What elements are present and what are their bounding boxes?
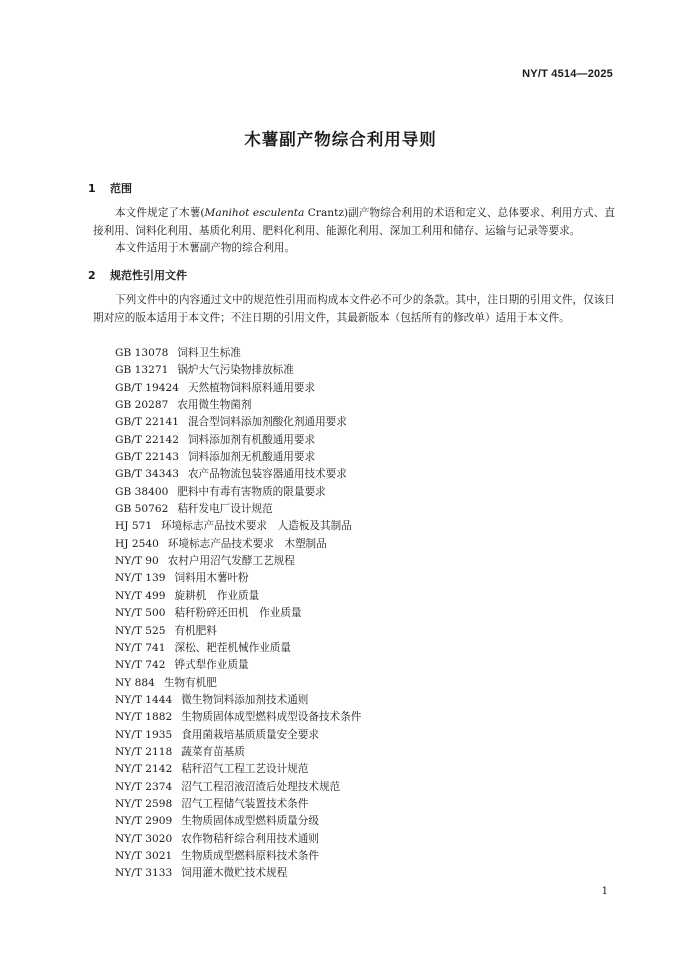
reference-title: 深松、耙茬机械作业质量 [174,641,292,654]
reference-code: NY/T 139 [115,572,166,585]
reference-code: NY/T 2142 [115,763,173,776]
reference-item [115,588,361,605]
reference-title: 生物质固体成型燃料质量分级 [181,815,319,828]
reference-item [115,345,361,362]
reference-code: NY/T 741 [115,641,166,654]
reference-title: 秸秆沼气工程工艺设计规范 [181,763,309,776]
document-title: 木薯副产物综合利用导则 [244,130,437,149]
reference-item [115,692,361,709]
reference-item [115,414,361,431]
reference-item [115,397,361,414]
reference-item [115,848,361,865]
reference-code: NY/T 90 [115,555,159,568]
reference-title: 农村户用沼气发酵工艺规程 [167,555,295,568]
reference-item [115,813,361,830]
reference-title: 秸秆发电厂设计规范 [177,503,273,516]
reference-code: NY/T 500 [115,607,166,620]
reference-title: 饲料添加剂无机酸通用要求 [187,451,316,464]
reference-title: 沼气工程沼液沼渣后处理技术规范 [181,780,341,793]
reference-title: 饲料用木薯叶粉 [174,572,249,585]
reference-item [115,380,361,397]
reference-title: 农用微生物菌剂 [177,399,252,412]
reference-code: GB/T 19424 [115,381,179,394]
section-2-number: 2 [88,269,96,282]
reference-code: NY/T 3020 [115,832,173,845]
reference-code: GB 38400 [115,485,169,498]
section-2-title: 规范性引用文件 [110,269,187,282]
reference-title: 有机肥料 [174,624,217,637]
reference-item [115,466,361,483]
reference-code: HJ 2540 [115,537,159,550]
reference-title: 饲料添加剂有机酸通用要求 [187,433,316,446]
reference-code: GB/T 34343 [115,468,179,481]
reference-title: 蔬菜育苗基质 [181,745,245,758]
reference-code: GB 50762 [115,503,169,516]
reference-title: 微生物饲料添加剂技术通则 [181,693,309,706]
reference-title: 生物质成型燃料原料技术条件 [181,849,319,862]
reference-code: GB 20287 [115,399,169,412]
reference-code: GB 13271 [115,364,169,377]
reference-item [115,623,361,640]
reference-item [115,831,361,848]
reference-code: NY/T 525 [115,624,166,637]
reference-code: NY/T 742 [115,659,166,672]
section-2-heading [88,267,187,283]
scope-latin-name: Manihot esculenta [204,207,305,219]
reference-code: NY/T 2909 [115,815,173,828]
reference-item [115,796,361,813]
section-1-heading [88,180,132,196]
reference-code: NY/T 2374 [115,780,173,793]
reference-code: NY/T 3021 [115,849,173,862]
reference-item [115,570,361,587]
reference-code: NY/T 2598 [115,797,173,810]
reference-title: 生物质固体成型燃料成型设备技术条件 [181,711,362,724]
reference-title: 饲料卫生标准 [177,347,241,359]
reference-item [115,449,361,466]
reference-title: 肥料中有毒有害物质的限量要求 [177,485,326,498]
reference-title: 农产品物流包装容器通用技术要求 [187,468,347,481]
section-1-title: 范围 [110,182,132,195]
normative-intro-paragraph: 下列文件中的内容通过文中的规范性引用而构成本文件必不可少的条款。其中，注日期的引用文件，仅该日期对应的版本适用于本文件；不注日期的引用文件，其最新版本（包括所有的修改单）适用于本文件。 [93,294,615,324]
reference-title: 旋耕机 作业质量 [174,589,260,602]
reference-title: 饲用灌木微贮技术规程 [181,867,288,880]
reference-code: NY/T 1882 [115,711,173,724]
reference-title: 铧式犁作业质量 [174,659,249,672]
reference-title: 天然植物饲料原料通用要求 [187,381,316,394]
page-number: 1 [601,886,608,897]
reference-item [115,865,361,882]
reference-code: NY/T 2118 [115,745,173,758]
reference-item [115,432,361,449]
reference-title: 秸秆粉碎还田机 作业质量 [174,607,302,620]
applicability-paragraph: 本文件适用于木薯副产物的综合利用。 [115,242,296,254]
reference-code: GB/T 22143 [115,451,179,464]
reference-item [115,709,361,726]
reference-title: 混合型饲料添加剂酸化剂通用要求 [187,416,347,429]
reference-title: 生物有机肥 [163,676,217,689]
reference-item [115,605,361,622]
reference-title: 环境标志产品技术要求 木塑制品 [167,537,327,550]
reference-item [115,518,361,535]
reference-title: 食用菌栽培基质质量安全要求 [181,728,319,741]
reference-item [115,362,361,379]
scope-paragraph [93,205,615,240]
reference-title: 农作物秸秆综合利用技术通则 [181,832,319,845]
reference-item [115,744,361,761]
reference-code: GB/T 22141 [115,416,179,429]
reference-item [115,761,361,778]
reference-item [115,657,361,674]
reference-code: GB 13078 [115,347,169,359]
scope-text-end: Crantz)副产物综合利用的术语和定义、总体要求、利用方式、直接利用、饲料化利用、基质化利用、肥料化利用、能源化利用、深加工利用和储存、运输与记录等要求。 [93,207,615,237]
reference-title: 锅炉大气污染物排放标准 [177,364,294,377]
section-1-number: 1 [88,182,96,195]
reference-item [115,536,361,553]
reference-item [115,553,361,570]
standard-code: NY/T 4514—2025 [522,68,613,80]
reference-code: NY 884 [115,676,155,689]
reference-item [115,675,361,692]
reference-list [115,345,361,883]
reference-title: 沼气工程储气装置技术条件 [181,797,309,810]
reference-item [115,640,361,657]
reference-code: HJ 571 [115,520,153,533]
reference-code: NY/T 1935 [115,728,173,741]
reference-item [115,501,361,518]
reference-code: NY/T 1444 [115,693,173,706]
reference-code: NY/T 3133 [115,867,173,880]
reference-item [115,779,361,796]
reference-item [115,484,361,501]
scope-text-start: 本文件规定了木薯( [115,207,205,219]
reference-code: NY/T 499 [115,589,166,602]
reference-code: GB/T 22142 [115,433,179,446]
reference-title: 环境标志产品技术要求 人造板及其制品 [161,520,352,533]
reference-item [115,727,361,744]
